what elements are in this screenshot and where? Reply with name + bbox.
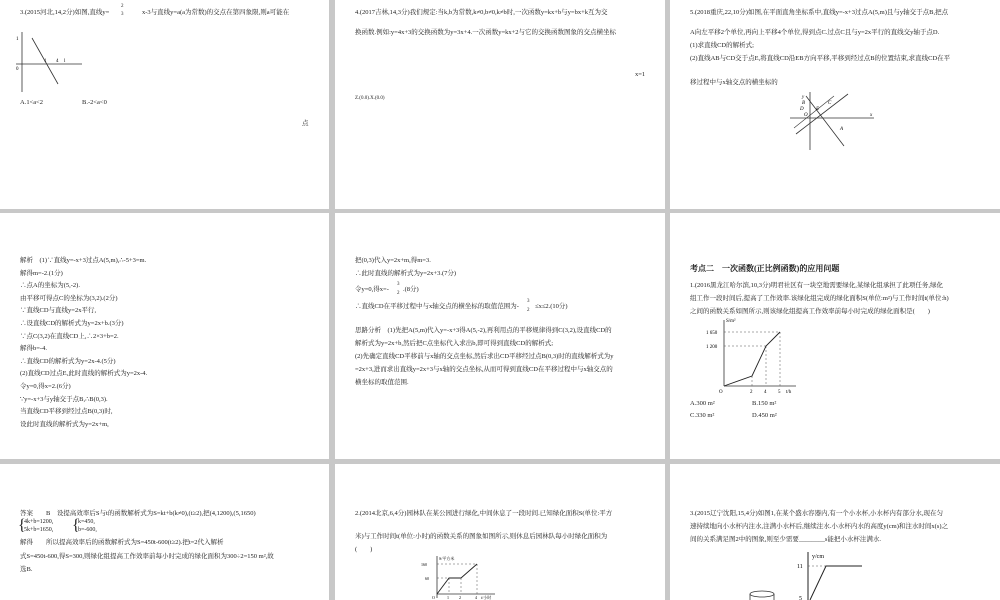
- axis-label: y: [802, 95, 805, 100]
- question-panel-1: [0, 0, 329, 209]
- option-a: A.300 m²: [690, 400, 715, 407]
- figure-label: 1: [44, 59, 47, 64]
- tick-label: 160: [421, 562, 427, 567]
- solution-line: 由平移可得点C的坐标为(3,2).(2分): [20, 294, 118, 302]
- fraction-denominator: 2: [397, 291, 400, 296]
- solution-line: ∴直线CD在平移过程中与x轴交点的横坐标的取值范围为-: [355, 303, 519, 310]
- solution-line: ∵点C(3,2)在直线CD上,∴2×3+b=2.: [20, 332, 119, 340]
- question-text: 1.(2016黑龙江哈尔滨,10,3分)明君社区有一块空地需要绿化,某绿化组承担了此项任务,绿化: [690, 282, 943, 289]
- solution-line: 解析 (1)∵直线y=-x+3过点A(5,m),∴-5+3=m.: [20, 257, 147, 264]
- solution-line: 设此时直线的解析式为y=2x+m,: [20, 420, 109, 428]
- solution-line: 把(0,3)代入y=2x+m,得m=3.: [355, 257, 431, 264]
- option-b: B.-2<a<0: [82, 99, 107, 106]
- fraction-numerator: 3: [527, 299, 530, 304]
- figure-label: 4: [56, 59, 59, 64]
- option-c: C.330 m²: [690, 412, 715, 419]
- solution-line: ∴直线CD的解析式为y=2x-4.(5分): [20, 357, 116, 365]
- answer-line: 式S=450t-600,得S=300,则绿化组提高工作效率前每小时完成的绿化面积为300÷2=150 m²,故: [20, 553, 274, 560]
- question-text: 3.(2015辽宁沈阳,15,4分)如图1,在某个盛水容器内,有一个小水杯,小水杯内有部分水,现在匀: [690, 510, 943, 517]
- tick-label: 5: [799, 596, 802, 600]
- axis-label: t/h: [786, 390, 792, 395]
- fraction-numerator: 3: [397, 282, 400, 287]
- question-text: 之间的函数关系如图所示,则该绿化组提高工作效率前每小时完成的绿化面积是( ): [690, 308, 930, 315]
- analysis-line: (2)先确定直线CD平移前与x轴的交点坐标,然后求出CD平移经过点B(0,3)时的直线解析式为y: [355, 353, 614, 360]
- answer-line: 选B.: [20, 566, 33, 573]
- point-label: B: [802, 101, 806, 106]
- solution-line: ∴此时直线的解析式为y=2x+3.(7分): [355, 270, 457, 277]
- tick-label: 1 650: [706, 331, 718, 336]
- fraction-numerator: 2: [121, 4, 124, 9]
- solution-line: 令y=0,得x=2.(6分): [20, 382, 71, 390]
- question-text: 组工作一段时间后,提高了工作效率.该绿化组完成的绿化面积S(单位:m²)与工作时间t(单位:h): [690, 295, 949, 302]
- answer-line: 解得 所以提高效率后的函数解析式为S=450t-600(t≥2).把t=2代入解析: [20, 539, 224, 546]
- tick-label: 11: [797, 564, 803, 570]
- question-panel-3: [670, 0, 1000, 209]
- tick-label: 2: [750, 390, 753, 395]
- question-text: 移过程中与x轴交点的横坐标的: [690, 79, 778, 86]
- option-b: B.150 m²: [752, 400, 777, 407]
- point-label: O: [804, 113, 808, 118]
- axis-label: t/小时: [481, 595, 492, 600]
- solution-line: ∴点A的坐标为(5,-2).: [20, 282, 80, 290]
- trailing-text: 点: [302, 120, 309, 127]
- point-label: E: [816, 107, 820, 112]
- solution-line: ∵y=-x+3与y轴交于点B,∴B(0,3).: [20, 395, 108, 403]
- question-panel-2: [335, 0, 665, 209]
- tick-label: 2: [459, 595, 461, 600]
- question-text: A向左平移2个单位,再向上平移4个单位,得到点C.过点C且与y=2x平行的直线交y轴于点D.: [690, 29, 940, 36]
- coordinate-figure: [786, 90, 876, 152]
- area-time-graph: [417, 554, 497, 600]
- tick-label: 1 200: [706, 345, 718, 350]
- tick-label: 60: [425, 576, 429, 581]
- point-label: D: [800, 107, 804, 112]
- question-panel-8: [335, 464, 665, 600]
- question-text: (1)求直线CD的解析式;: [690, 42, 754, 49]
- analysis-line: 横坐标的取值范围.: [355, 379, 409, 386]
- tick-label: 4: [475, 595, 477, 600]
- solution-line: ∴设直线CD的解析式为y=2x+b.(3分): [20, 319, 124, 327]
- height-time-graph: [796, 550, 876, 600]
- tick-label: 4: [764, 390, 767, 395]
- container-figure: [736, 576, 788, 600]
- tick-label: 5: [778, 390, 781, 395]
- solution-line: 当直线CD平移到经过点B(0,3)时,: [20, 408, 113, 416]
- equation-line: 4k+b=1200,: [24, 519, 54, 525]
- figure-label: 0: [16, 67, 19, 72]
- trailing-text: x=1: [635, 71, 646, 78]
- equation-line: b=-600,: [78, 527, 97, 533]
- axis-label: x: [870, 113, 873, 118]
- question-text: 米)与工作时间t(单位:小时)的函数关系的图象如图所示,则休息后园林队每小时绿化面积为: [355, 533, 608, 540]
- point-label: C: [828, 101, 832, 106]
- fraction-denominator: 3: [121, 12, 124, 17]
- analysis-line: =2x+3,进而求出直线y=2x+3与x轴的交点坐标,从而可得到直线CD在平移过程中与x轴交点的: [355, 366, 613, 373]
- answer-line: 答案 B 设提高效率后S与t的函数解析式为S=kt+b(k≠0),(t≥2),把(4,1200),(5,1650): [20, 510, 256, 517]
- analysis-line: 思路分析 (1)先把A(5,m)代入y=-x+3得A(5,-2),再利用点的平移规律得到C(3,2),设直线CD的: [355, 327, 612, 334]
- analysis-line: 解析式为y=2x+b,然后把C点坐标代入求出b,即可得到直线CD的解析式;: [355, 340, 554, 347]
- figure-label: 1: [16, 37, 19, 42]
- point-label: A: [840, 127, 844, 132]
- solution-line: (2)直线CD过点E,此时直线的解析式为y=2x-4.: [20, 370, 148, 378]
- solution-line: ∵直线CD与直线y=2x平行,: [20, 307, 97, 315]
- figure-label: l: [64, 59, 66, 64]
- solution-line: 令y=0,得x=-: [355, 286, 389, 293]
- equation-line: k=450,: [78, 519, 95, 525]
- question-text: 5.(2018重庆,22,10分)如图,在平面直角坐标系中,直线y=-x+3过点A(5,m)且与y轴交于点B,把点: [690, 9, 949, 16]
- question-text: 4.(2017吉林,14,3分)我们规定:当k,b为常数,k≠0,b≠0,k≠b时,一次函数y=kx+b与y=bx+k互为交: [355, 9, 608, 16]
- solution-panel-4: [0, 213, 329, 459]
- equation-brace: {: [18, 517, 26, 534]
- solution-panel-5: [335, 213, 665, 459]
- question-panel-9: [670, 464, 1000, 600]
- question-text: (2)直线AB与CD交于点E,将直线CD沿EB方向平移,平移到经过点B的位置结束,求直线CD在平: [690, 55, 951, 62]
- area-time-graph: [700, 316, 800, 396]
- axis-label: S/m²: [726, 319, 736, 324]
- question-text: 3.(2015河北,14,2分)如图,直线y=: [20, 9, 110, 16]
- tick-label: 1: [447, 595, 449, 600]
- question-text: 间的关系满足图2中的图象,则至少需要________s能把小水杯注满水.: [690, 536, 882, 543]
- option-d: D.450 m²: [752, 412, 777, 419]
- equation-brace: {: [72, 517, 80, 534]
- answer-panel-7: [0, 464, 329, 600]
- question-panel-6: [670, 213, 1000, 459]
- question-text: 换函数.例如:y=4x+3的交换函数为y=3x+4.一次函数y=kx+2与它的交换函数图象的交点横坐标: [355, 29, 617, 36]
- question-text-cont: x-3与直线y=a(a为常数)的交点在第四象限,则a可能在: [142, 9, 290, 16]
- tick-label: O: [432, 595, 435, 600]
- solution-line: .(8分): [403, 286, 419, 293]
- question-text: ( ): [355, 546, 373, 553]
- question-text: 2.(2014北京,6,4分)园林队在某公园进行绿化,中间休息了一段时间.已知绿化面积S(单位:平方: [355, 510, 613, 517]
- fraction-denominator: 2: [527, 308, 530, 313]
- tick-label: O: [719, 390, 723, 395]
- cutoff-text: Z.(0.0).X.(0.0): [355, 96, 385, 101]
- equation-line: 5k+b=1650,: [24, 527, 54, 533]
- solution-line: 解得m=-2.(1分): [20, 269, 63, 277]
- section-heading: 考点二 一次函数(正比例函数)的应用问题: [690, 264, 840, 273]
- solution-line: 解得b=-4.: [20, 345, 47, 353]
- question-text: 速持续地向小水杯内注水,注满小水杯后,继续注水.小水杯内水的高度y(cm)和注水时间x(s)之: [690, 523, 949, 530]
- solution-line: ≤x≤2.(10分): [535, 303, 568, 310]
- option-a: A.1<a<2: [20, 99, 44, 106]
- axis-label: y/cm: [812, 554, 824, 560]
- line-graph-figure: [14, 30, 84, 94]
- axis-label: S/平方米: [439, 556, 455, 561]
